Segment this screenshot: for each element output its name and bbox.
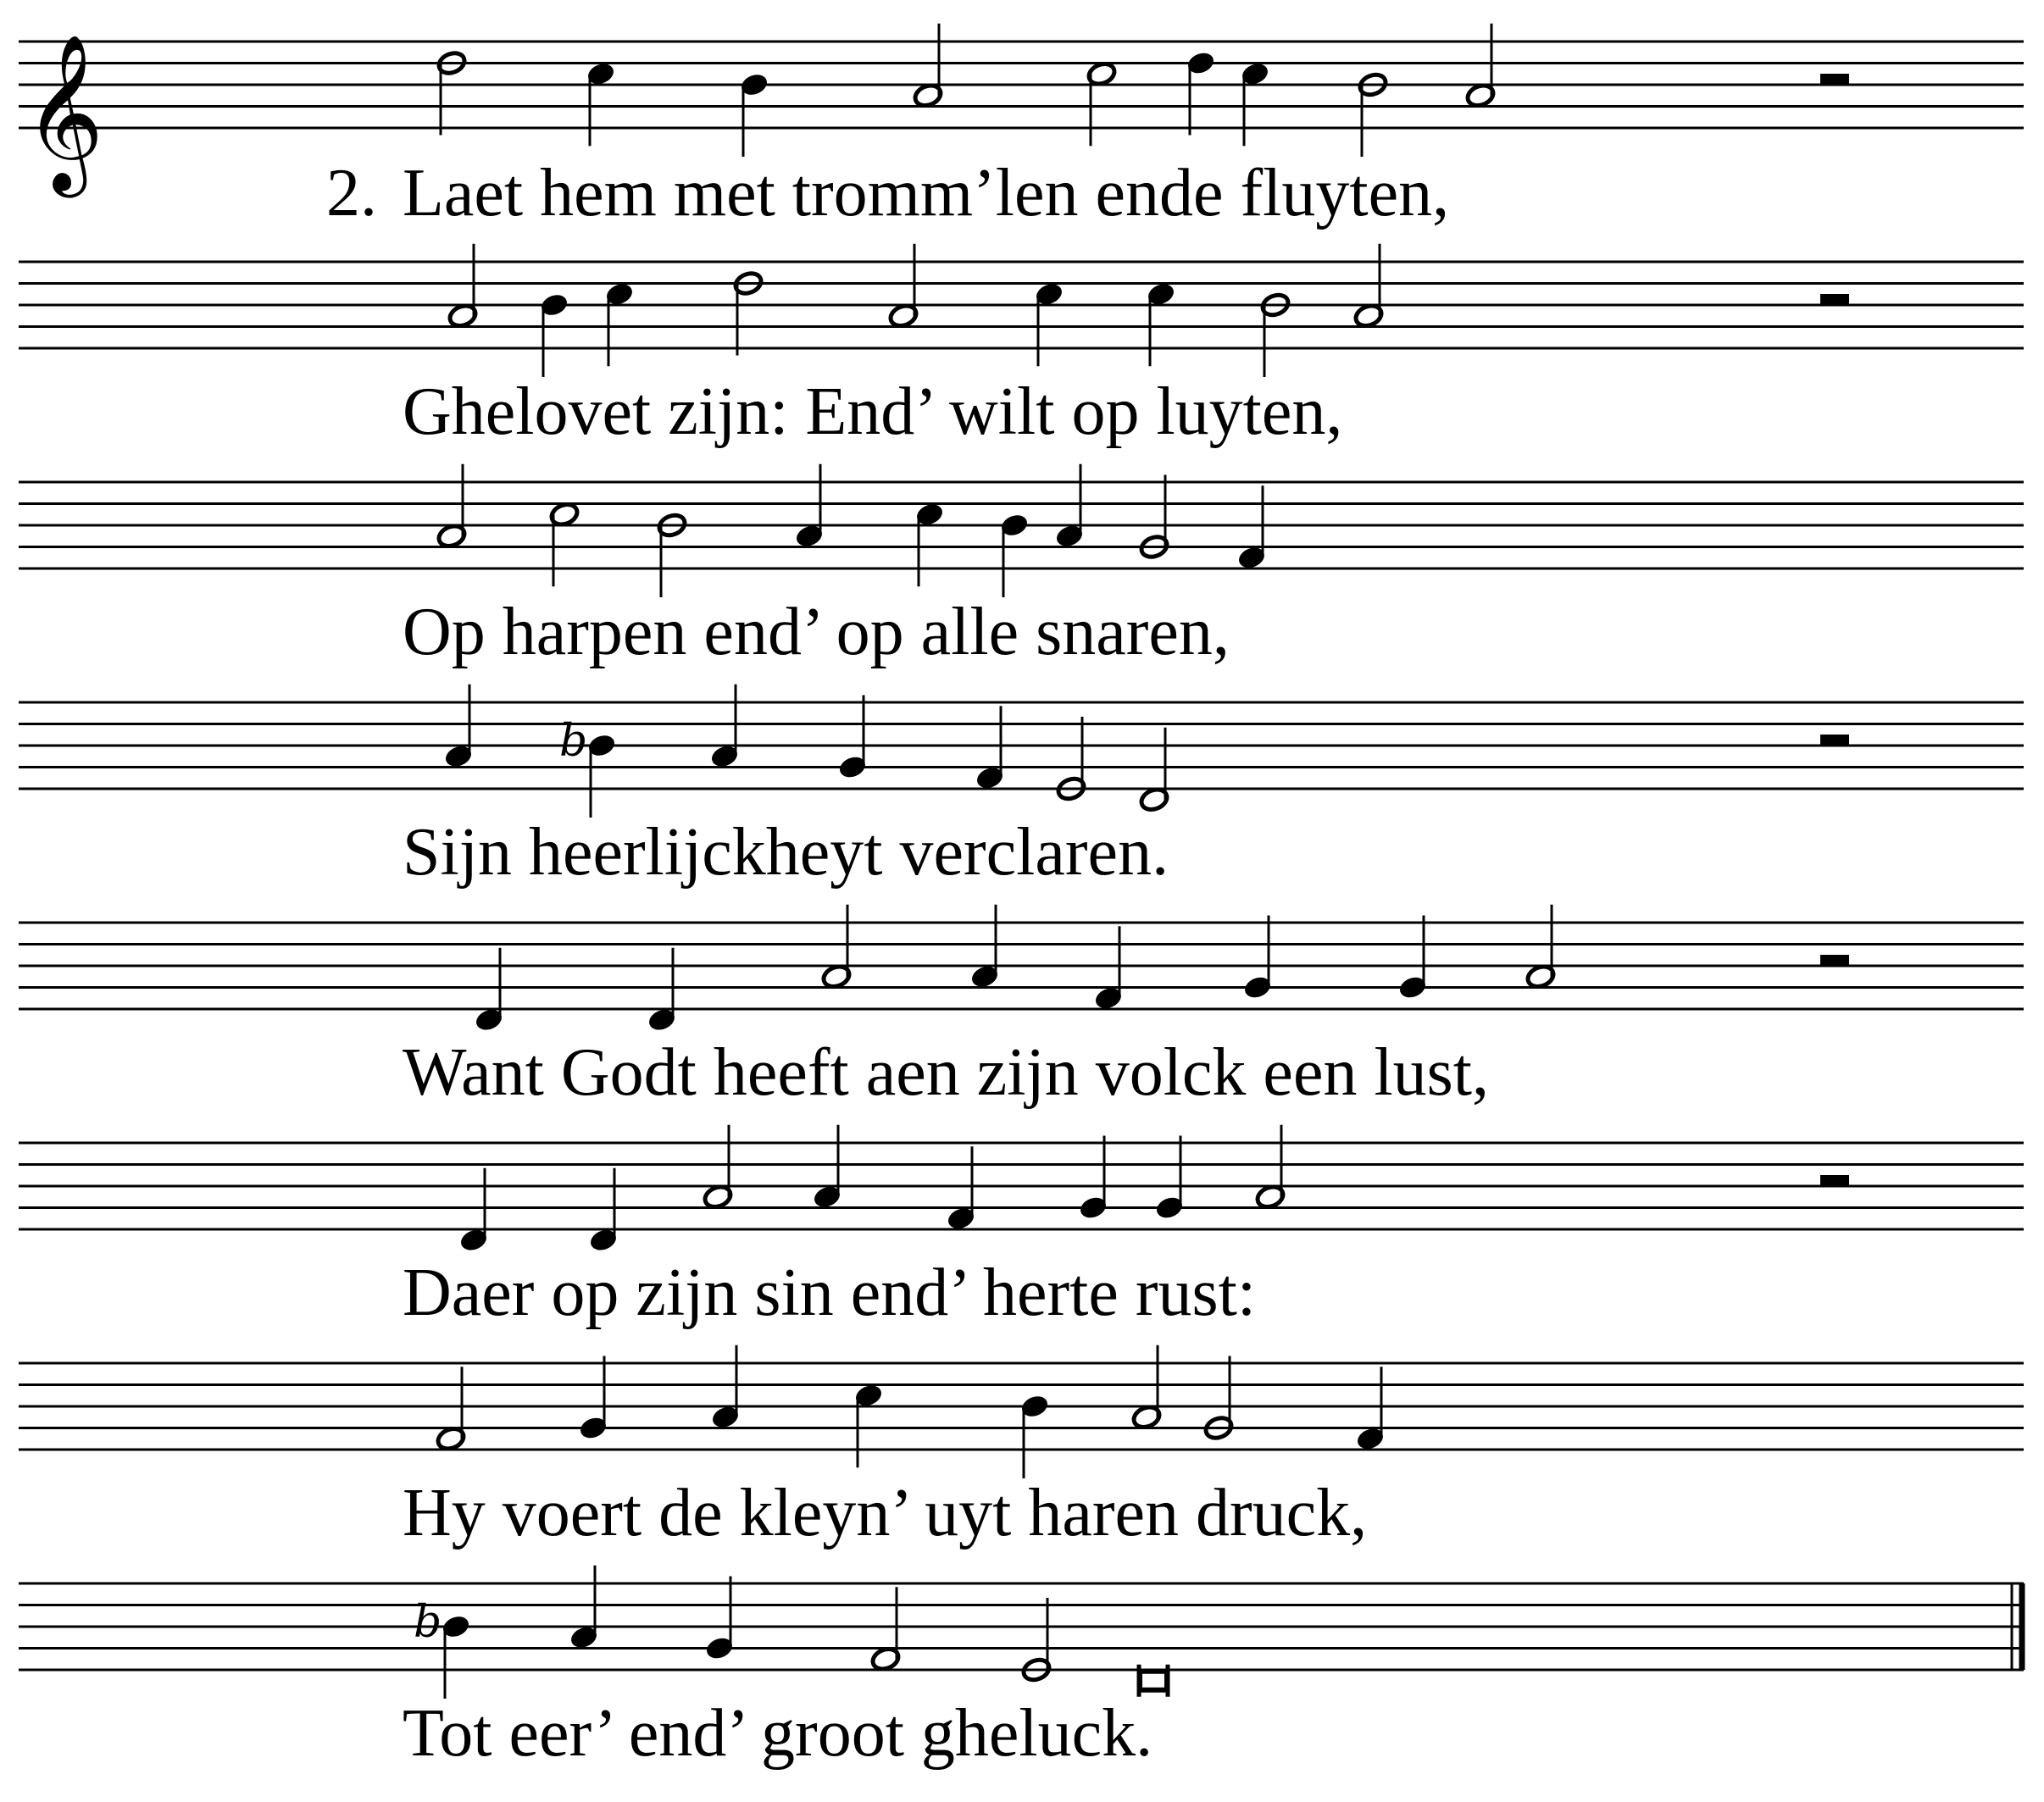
half-rest-icon: [1820, 735, 1849, 746]
lyric-line-4: Sijn heerlijckheyt verclaren.: [403, 815, 1169, 890]
stanza-number: 2.: [326, 156, 377, 230]
lyric-line-2: Ghelovet zijn: End’ wilt op luyten,: [403, 374, 1343, 449]
lyric-line-3: Op harpen end’ op alle snaren,: [403, 595, 1230, 669]
half-rest-icon: [1820, 74, 1849, 85]
treble-clef-icon: 𝄞: [24, 32, 104, 191]
lyric-line-8: Tot eer’ end’ groot gheluck.: [403, 1696, 1153, 1771]
flat-icon: b: [414, 1597, 442, 1648]
lyric-line-5: Want Godt heeft aen zijn volck een lust,: [403, 1035, 1490, 1110]
lyric-line-1: Laet hem met tromm’len ende fluyten,: [403, 156, 1450, 230]
half-rest-icon: [1820, 955, 1849, 966]
flat-icon: b: [559, 716, 588, 767]
half-rest-icon: [1820, 294, 1849, 305]
half-rest-icon: [1820, 1175, 1849, 1186]
lyric-line-7: Hy voert de kleyn’ uyt haren druck,: [403, 1476, 1368, 1550]
lyric-line-6: Daer op zijn sin end’ herte rust:: [403, 1256, 1257, 1330]
breve-note: [1140, 1672, 1167, 1690]
